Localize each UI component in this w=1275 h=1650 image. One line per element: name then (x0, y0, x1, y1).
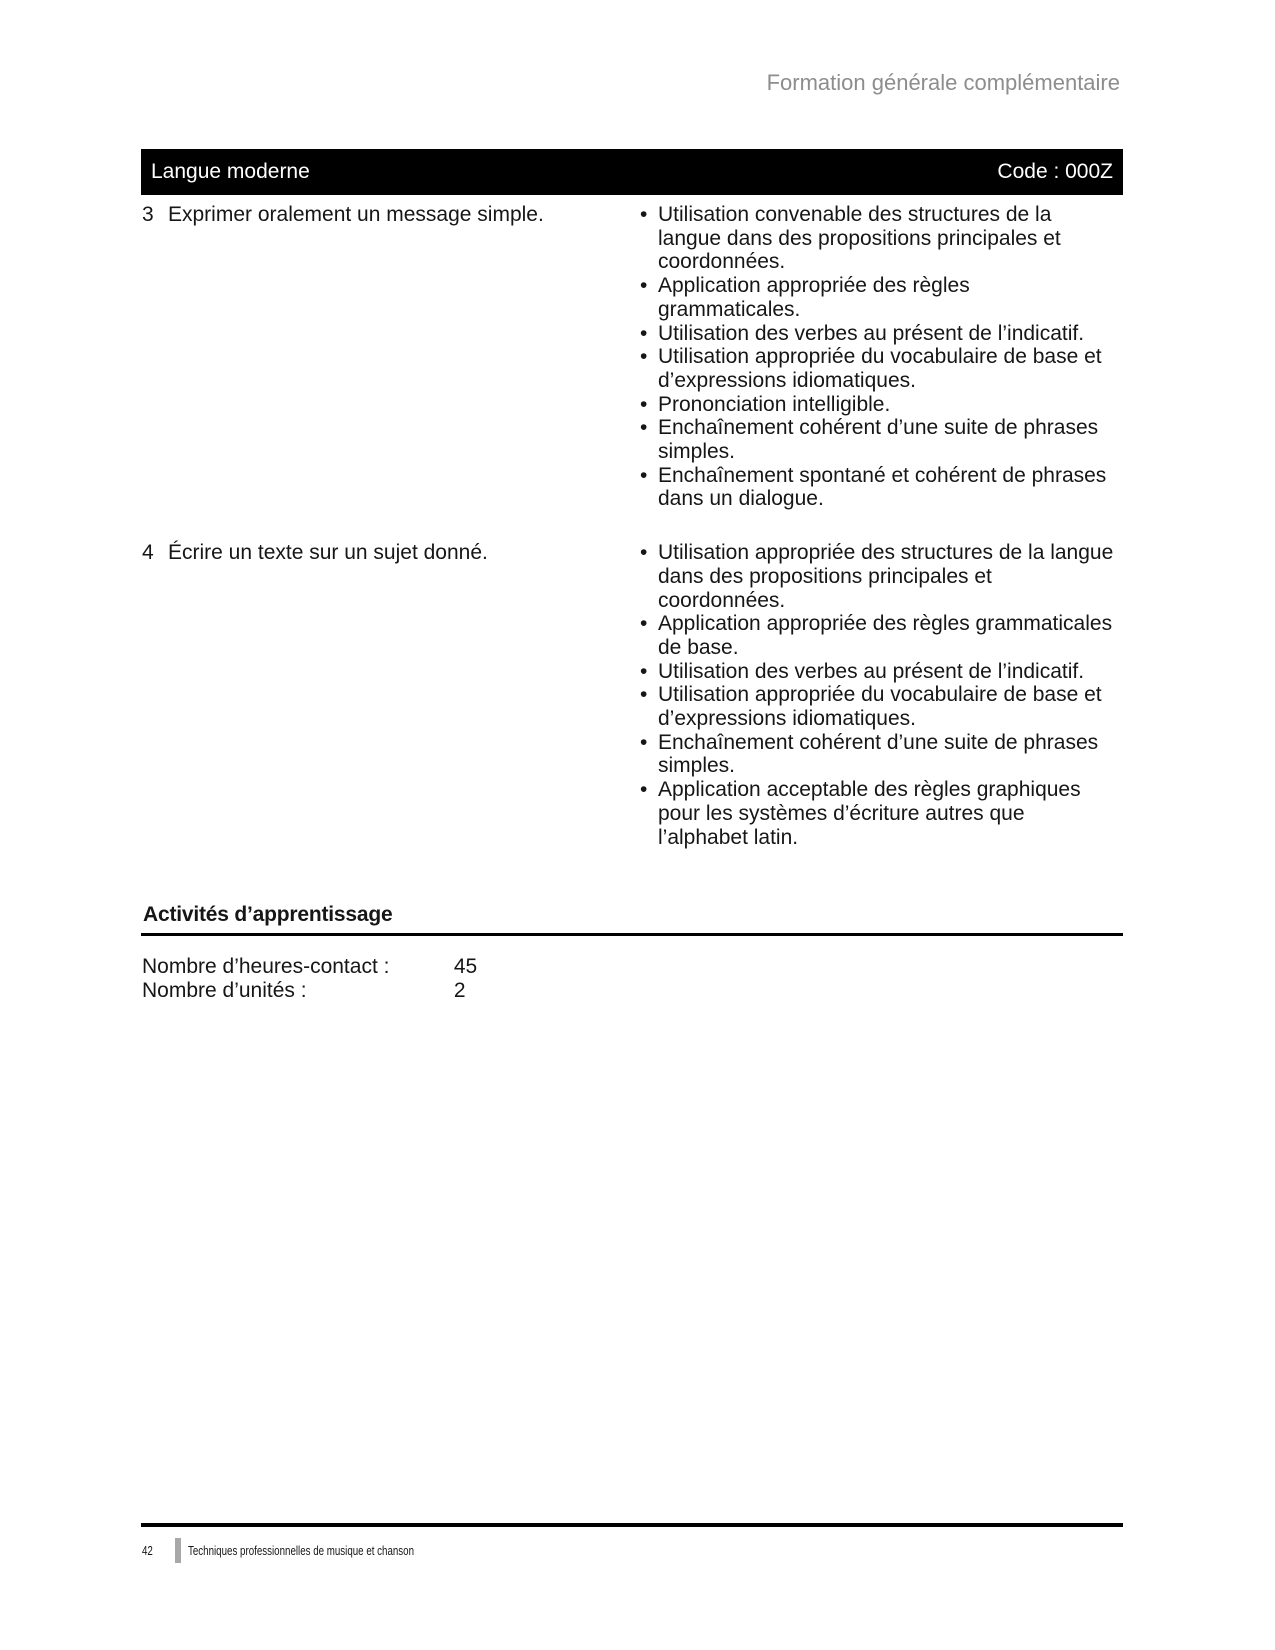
detail-value: 2 (453, 978, 466, 1002)
criterion-item (640, 203, 1118, 274)
page-number: 42 (142, 1543, 153, 1558)
course-title: Langue moderne (151, 160, 310, 184)
details (142, 955, 477, 1002)
objective-label: Exprimer oralement un message simple. (168, 203, 544, 226)
criterion-text: Utilisation appropriée du vocabulaire de base et d’expressions idiomatiques. (658, 683, 1102, 731)
detail-label: Nombre d’heures-contact : (142, 955, 390, 978)
bullet-icon: • (640, 612, 648, 636)
criterion-item (640, 612, 1118, 659)
bullet-icon: • (640, 463, 648, 487)
criterion-item (640, 464, 1118, 511)
objective-number: 4 (142, 541, 154, 565)
bullet-icon: • (640, 274, 648, 298)
criterion-item (640, 416, 1118, 463)
criterion-item (640, 541, 1118, 612)
criterion-text: Utilisation des verbes au présent de l’indicatif. (658, 659, 1085, 683)
footer-separator (175, 1538, 181, 1563)
bullet-icon: • (640, 321, 648, 345)
criterion-text: Application appropriée des règles grammaticales. (658, 274, 970, 321)
criterion-item (640, 345, 1118, 392)
criterion-text: Enchaînement cohérent d’une suite de phrases simples. (658, 416, 1099, 464)
objective-number: 3 (142, 203, 154, 226)
criteria-list (640, 541, 1118, 849)
criterion-text: Utilisation appropriée du vocabulaire de base et d’expressions idiomatiques. (658, 345, 1102, 392)
criterion-text: Prononciation intelligible. (658, 392, 891, 416)
criterion-text: Utilisation appropriée des structures de la langue dans des propositions principales et coordonnées. (658, 541, 1114, 612)
section-heading: Activités d’apprentissage (141, 903, 1123, 936)
criterion-text: Application acceptable des règles graphiques pour les systèmes d’écriture autres que l’alphabet latin. (658, 778, 1081, 849)
criterion-item (640, 778, 1118, 849)
criterion-item (640, 393, 1118, 417)
course-title-bar (141, 149, 1123, 195)
detail-row (142, 979, 477, 1003)
bullet-icon: • (640, 683, 648, 707)
bullet-icon: • (640, 778, 648, 802)
criterion-item (640, 731, 1118, 778)
course-code: Code : 000Z (997, 160, 1113, 184)
criteria-list (640, 203, 1118, 511)
bullet-icon: • (640, 203, 648, 226)
bullet-icon: • (640, 392, 648, 416)
page-header-note: Formation générale complémentaire (766, 70, 1120, 95)
detail-label: Nombre d’unités : (142, 978, 307, 1002)
criterion-text: Enchaînement spontané et cohérent de phrases dans un dialogue. (658, 463, 1107, 511)
criterion-text: Application appropriée des règles grammaticales de base. (658, 612, 1113, 659)
criterion-item (640, 660, 1118, 684)
bullet-icon: • (640, 730, 648, 754)
objective-heading (142, 203, 640, 227)
footer-document-title: Techniques professionnelles de musique et chanson (188, 1543, 415, 1558)
criterion-text: Utilisation des verbes au présent de l’indicatif. (658, 321, 1085, 345)
footer-rule (141, 1523, 1123, 1527)
detail-row (142, 955, 477, 979)
footer (142, 1538, 489, 1563)
objectives (142, 203, 1123, 879)
objective-row (142, 203, 1123, 511)
criterion-item (640, 683, 1118, 730)
bullet-icon: • (640, 541, 648, 565)
criterion-text: Enchaînement cohérent d’une suite de phrases simples. (658, 730, 1099, 778)
bullet-icon: • (640, 659, 648, 683)
objective-row (142, 541, 1123, 849)
criterion-text: Utilisation convenable des structures de la langue dans des propositions principales et coordonnées. (658, 203, 1061, 274)
bullet-icon: • (640, 416, 648, 440)
detail-value: 45 (453, 955, 478, 978)
bullet-icon: • (640, 345, 648, 369)
objective-label: Écrire un texte sur un sujet donné. (168, 541, 488, 565)
criterion-item (640, 322, 1118, 346)
objective-heading (142, 541, 640, 565)
criterion-item (640, 274, 1118, 321)
